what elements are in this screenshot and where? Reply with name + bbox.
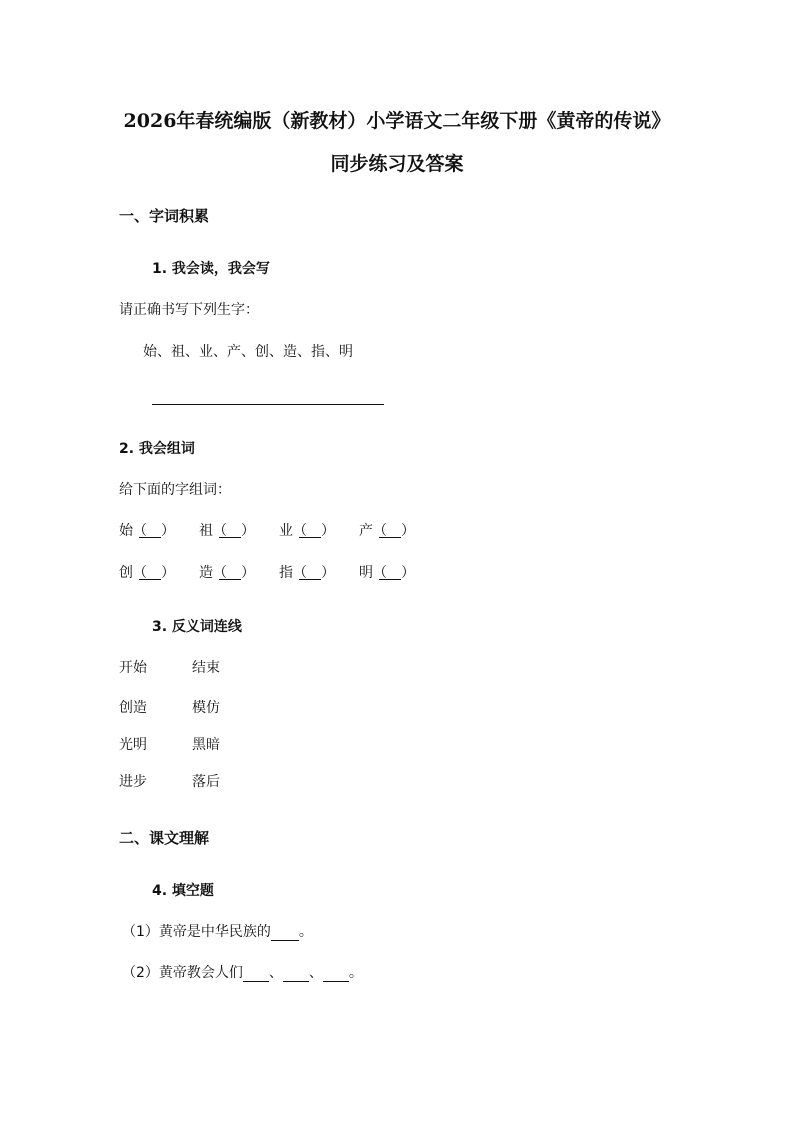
antonym-left[interactable]: 开始	[119, 660, 147, 676]
antonym-right[interactable]: 模仿	[192, 700, 220, 716]
answer-paren[interactable]: （ ）	[133, 565, 175, 581]
item-number: （2）	[122, 965, 159, 981]
answer-blank[interactable]	[283, 965, 309, 982]
answer-blank[interactable]	[243, 965, 269, 982]
fill-blank-item-1: （1）黄帝是中华民族的 。	[122, 924, 313, 940]
answer-paren[interactable]: （ ）	[373, 565, 415, 581]
answer-paren[interactable]: （ ）	[213, 565, 255, 581]
answer-paren[interactable]: （ ）	[293, 523, 335, 539]
antonym-left[interactable]: 创造	[119, 700, 147, 716]
word-group-char: 创	[119, 565, 133, 581]
antonym-left[interactable]: 光明	[119, 737, 147, 753]
word-group-item[interactable]	[119, 520, 175, 540]
word-group-char: 明	[359, 565, 373, 581]
word-group-char: 始	[119, 523, 133, 539]
word-group-item[interactable]	[359, 520, 415, 540]
question1-instruction: 请正确书写下列生字：	[119, 302, 259, 318]
question2-heading: 2. 我会组词	[119, 441, 195, 457]
antonym-left[interactable]: 进步	[119, 774, 147, 790]
antonym-right[interactable]: 黑暗	[192, 737, 220, 753]
answer-paren[interactable]: （ ）	[213, 523, 255, 539]
section-heading-comprehension: 二、课文理解	[119, 829, 210, 847]
word-group-char: 指	[279, 565, 293, 581]
item-number: （1）	[122, 924, 159, 940]
antonym-right[interactable]: 结束	[192, 660, 220, 676]
item-text: 黄帝教会人们	[158, 965, 243, 981]
word-group-item[interactable]	[199, 520, 255, 540]
word-group-item[interactable]	[279, 520, 335, 540]
answer-blank[interactable]	[323, 965, 349, 982]
writing-line[interactable]	[152, 404, 384, 405]
answer-paren[interactable]: （ ）	[133, 523, 175, 539]
word-group-char: 造	[199, 565, 213, 581]
word-group-item[interactable]	[119, 562, 175, 582]
question1-heading: 1. 我会读，我会写	[152, 261, 270, 277]
section-heading-vocabulary: 一、字词积累	[119, 207, 210, 225]
antonym-right[interactable]: 落后	[192, 774, 220, 790]
question1-characters: 始、祖、业、产、创、造、指、明	[143, 344, 353, 360]
answer-blank[interactable]	[271, 924, 299, 941]
question3-heading: 3. 反义词连线	[152, 619, 242, 635]
fill-blank-item-2: （2）黄帝教会人们 、 、 。	[122, 965, 363, 981]
document-title-line1: 2026年春统编版（新教材）小学语文二年级下册《黄帝的传说》	[123, 110, 671, 132]
document-title-line2: 同步练习及答案	[330, 153, 464, 175]
word-group-char: 业	[279, 523, 293, 539]
question2-instruction: 给下面的字组词：	[119, 482, 231, 498]
answer-paren[interactable]: （ ）	[293, 565, 335, 581]
word-group-item[interactable]	[199, 562, 255, 582]
question4-heading: 4. 填空题	[152, 883, 214, 899]
answer-paren[interactable]: （ ）	[373, 523, 415, 539]
word-group-char: 祖	[199, 523, 213, 539]
item-text: 黄帝是中华民族的	[158, 924, 271, 940]
word-group-item[interactable]	[359, 562, 415, 582]
word-group-char: 产	[359, 523, 373, 539]
word-group-item[interactable]	[279, 562, 335, 582]
